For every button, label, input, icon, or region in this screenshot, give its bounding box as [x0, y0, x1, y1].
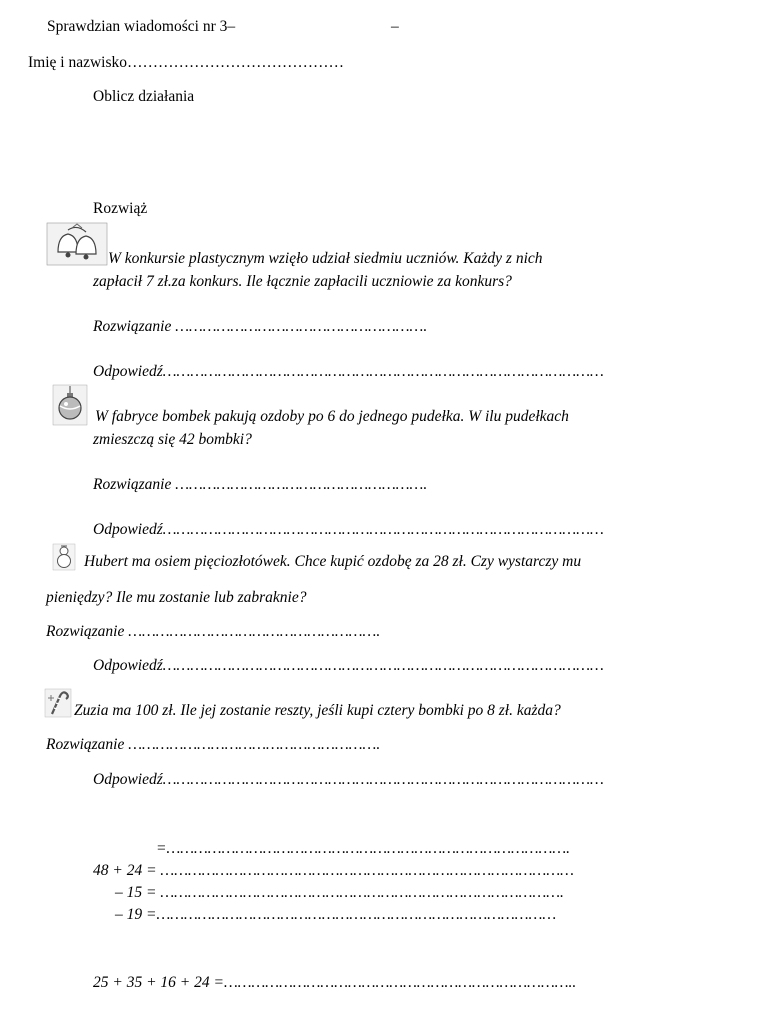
- task1-line2: zapłacił 7 zł.za konkurs. Ile łącznie zapłacili uczniowie za konkurs?: [93, 273, 512, 290]
- task4-answer: Odpowiedź……………………………………………………………………………………: [93, 771, 604, 788]
- test-title: Sprawdzian wiadomości nr 3–: [47, 18, 236, 35]
- candy-cane-icon: [44, 688, 72, 718]
- task3-answer: Odpowiedź……………………………………………………………………………………: [93, 657, 604, 674]
- task2-solution: Rozwiązanie ……………………………………………….: [93, 476, 428, 493]
- name-field-line: Imię i nazwisko……………………………………: [28, 54, 345, 71]
- task3-solution: Rozwiązanie ……………………………………………….: [46, 623, 381, 640]
- task4-line1: Zuzia ma 100 zł. Ile jej zostanie reszty, jeśli kupi cztery bombki po 8 zł. każda?: [74, 702, 561, 719]
- task1-line1: W konkursie plastycznym wzięło udział siedmiu uczniów. Każdy z nich: [108, 250, 543, 267]
- calc1-line0: =…………………………………………………………………………….: [156, 840, 571, 857]
- calc-section-heading: Oblicz działania: [93, 88, 195, 105]
- task3-line1: Hubert ma osiem pięciozłotówek. Chce kupić ozdobę za 28 zł. Czy wystarczy mu: [84, 553, 582, 570]
- task4-solution: Rozwiązanie ……………………………………………….: [46, 736, 381, 753]
- bauble-icon: [52, 384, 88, 426]
- snowman-icon: [52, 543, 76, 571]
- task1-solution: Rozwiązanie ……………………………………………….: [93, 318, 428, 335]
- task2-line1: W fabryce bombek pakują ozdoby po 6 do jednego pudełka. W ilu pudełkach: [95, 408, 569, 425]
- task2-line2: zmieszczą się 42 bombki?: [93, 431, 252, 448]
- calc1-line2: – 15 = …………………………………………………………………………….: [115, 884, 564, 901]
- bells-icon: [46, 222, 108, 266]
- calc1-line1: 48 + 24 = ………………………………………………………………………………: [93, 862, 574, 879]
- calc2-line1: 25 + 35 + 16 + 24 =…………………………………………………………………..: [93, 974, 577, 991]
- solve-section-heading: Rozwiąż: [93, 200, 148, 217]
- task2-answer: Odpowiedź……………………………………………………………………………………: [93, 521, 604, 538]
- task3-line2: pieniędzy? Ile mu zostanie lub zabraknie?: [46, 589, 307, 606]
- calc1-line3: – 19 =……………………………………………………………………………: [115, 906, 557, 923]
- title-dash: –: [391, 18, 399, 35]
- task1-answer: Odpowiedź……………………………………………………………………………………: [93, 363, 604, 380]
